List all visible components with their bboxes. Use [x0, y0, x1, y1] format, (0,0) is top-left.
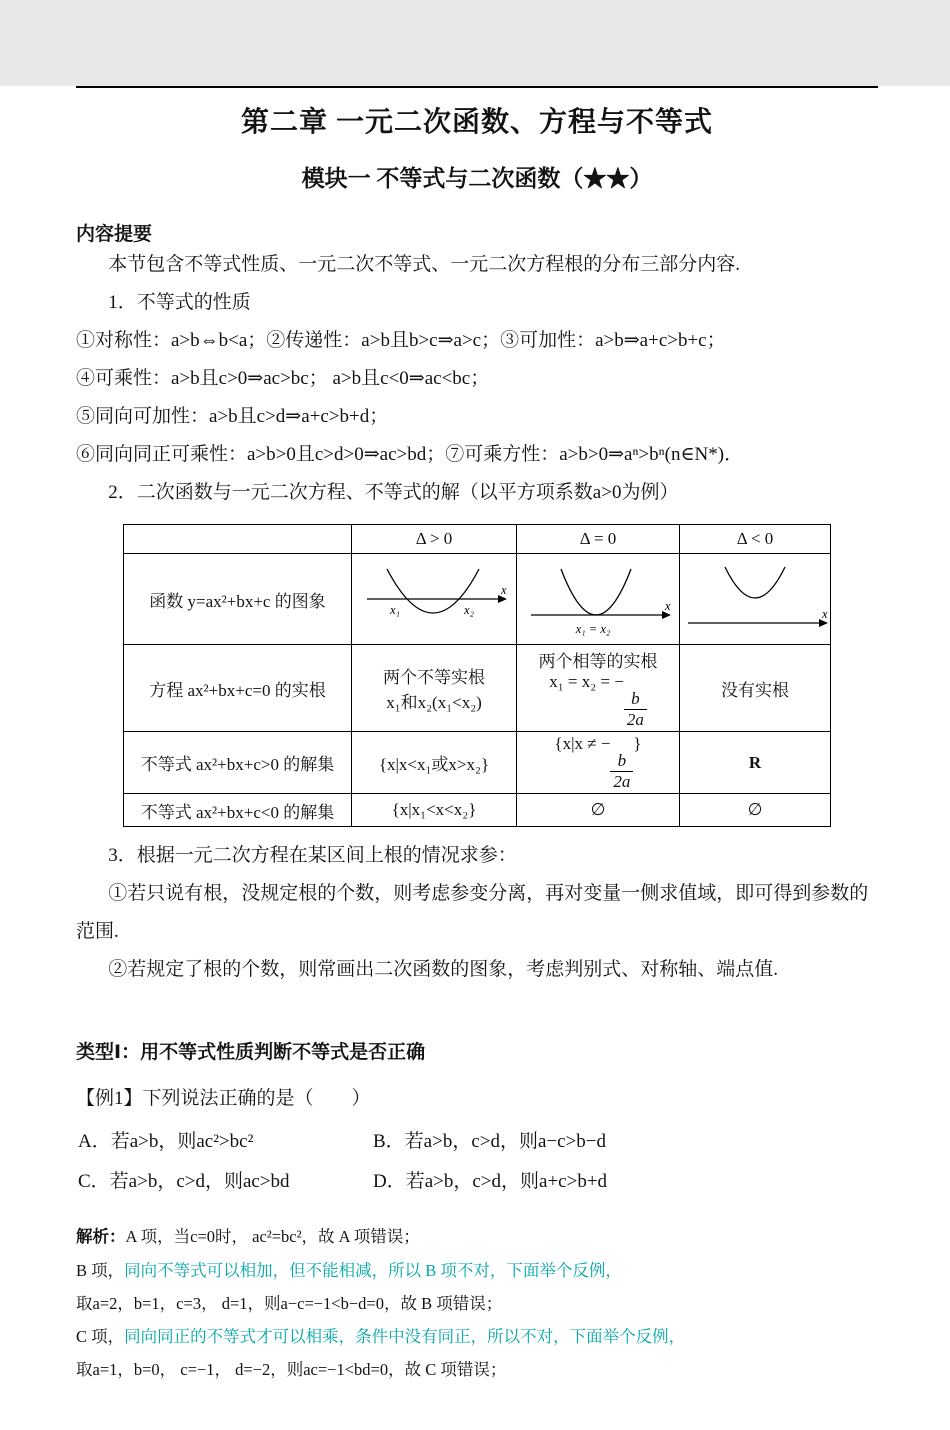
note-paragraph-2: ②若规定了根的个数，则常画出二次函数的图象，考虑判别式、对称轴、端点值.: [108, 959, 779, 981]
cell-gt-no-root: R: [680, 732, 831, 794]
example-title: 【例1】下列说法正确的是（ ）: [76, 1088, 371, 1110]
table-header-delta-neg: Δ < 0: [680, 525, 831, 554]
x-axis-label: x: [501, 583, 507, 597]
type-section-heading: 类型Ⅰ：用不等式性质判断不等式是否正确: [76, 1042, 426, 1064]
parabola-one-root-graph: [523, 557, 673, 641]
analysis-line-3: 取a=2，b=1，c=3， d=1，则a−c=−1<b−d=0，故 B 项错误；: [76, 1294, 503, 1314]
fraction-b-over-2a: $\frac{b}{2a}$: [624, 689, 647, 729]
table-row-gt-solution: [124, 732, 831, 794]
table-row-lt-solution: [124, 794, 831, 827]
analysis-line-2-comment: 同向不等式可以相加，但不能相减，所以 B 项不对，下面举个反例，: [124, 1261, 622, 1281]
analysis-line-4-comment: 同向同正的不等式才可以相乘，条件中没有同正，所以不对，下面举个反例，: [124, 1327, 686, 1347]
analysis-line-1: [76, 1220, 878, 1254]
table-row-graph: [124, 554, 831, 645]
parabola-no-root-graph: [680, 557, 830, 641]
list-item-properties: 1．不等式的性质: [108, 292, 251, 313]
gt-set-suffix: }: [633, 734, 642, 754]
roots-equal-line2: [523, 672, 673, 729]
cell-lt-one-root: ∅: [517, 794, 680, 827]
row-label-graph: 函数 y=ax²+bx+c 的图象: [124, 554, 352, 645]
analysis-line-2: [76, 1254, 878, 1287]
option-a: A．若a>b，则ac²>bc²: [78, 1131, 254, 1153]
analysis-line-4-prefix: C 项，: [76, 1327, 125, 1347]
row-label-lt: 不等式 ax²+bx+c<0 的解集: [124, 794, 352, 827]
analysis-line-1-text: A 项，当c=0时， ac²=bc²，故 A 项错误；: [125, 1227, 420, 1247]
cell-lt-two-roots: {x|x₁<x<x₂}: [352, 794, 517, 827]
list-item-interval-roots: 3．根据一元二次方程在某区间上根的情况求参：: [108, 845, 517, 867]
analysis-label: 解析：: [76, 1228, 126, 1247]
cell-gt-two-roots: {x|x<x₁或x>x₂}: [352, 732, 517, 794]
roots-equal-line1: 两个相等的实根: [538, 652, 658, 671]
roots-two-line1: 两个不等实根: [383, 668, 485, 688]
table-row-roots: [124, 645, 831, 732]
property-line-3: ⑤同向可加性：a>b且c>d⇒a+c>b+d；: [76, 406, 389, 427]
summary-heading: 内容提要: [76, 224, 153, 245]
cell-graph-no-root: [680, 554, 831, 645]
note-paragraph-1: ①若只说有根，没规定根的个数，则考虑参变分离，再对变量一侧求值域，即可得到参数的范围.: [76, 883, 869, 943]
module-subtitle: 模块一 不等式与二次函数（★★）: [301, 166, 653, 191]
analysis-line-4: [76, 1320, 878, 1353]
chapter-title: 第二章 一元二次函数、方程与不等式: [240, 107, 713, 138]
cell-roots-equal: [517, 645, 680, 732]
example-options: [76, 1122, 878, 1202]
row-label-roots: 方程 ax²+bx+c=0 的实根: [124, 645, 352, 732]
property-line-4: ⑥同向同正可乘性：a>b>0且c>d>0⇒ac>bd；⑦可乘方性：a>b>0⇒aⁿ>bⁿ(n∈N*)．: [76, 444, 744, 465]
cell-graph-one-root: [517, 554, 680, 645]
x-axis-label: x: [822, 607, 828, 621]
option-c: C．若a>b，c>d，则ac>bd: [78, 1171, 290, 1193]
option-b: B．若a>b，c>d，则a−c>b−d: [373, 1131, 606, 1153]
double-root-label: x₁ = x₂: [575, 622, 611, 636]
root1-label: x₁: [390, 603, 400, 617]
roots-two-line2: x₁和x₂(x₁<x₂): [386, 693, 482, 713]
summary-intro: 本节包含不等式性质、一元二次不等式、一元二次方程根的分布三部分内容.: [108, 254, 741, 275]
row-label-gt: 不等式 ax²+bx+c>0 的解集: [124, 732, 352, 794]
fraction-b-over-2a: $\frac{b}{2a}$: [610, 751, 633, 791]
cell-roots-none: 没有实根: [680, 645, 831, 732]
list-item-quadratic: 2．二次函数与一元二次方程、不等式的解（以平方项系数a>0为例）: [108, 482, 679, 503]
table-header-delta-zero: Δ = 0: [517, 525, 680, 554]
property-line-1: ①对称性：a>b⇔b<a；②传递性：a>b且b>c⇒a>c；③可加性：a>b⇒a+c>b+c；: [76, 330, 726, 351]
cell-gt-one-root: [517, 732, 680, 794]
parabola-curve: [561, 569, 631, 615]
parabola-curve: [725, 567, 785, 598]
table-header-delta-pos: Δ > 0: [352, 525, 517, 554]
gt-set-prefix: {x|x ≠ −: [554, 734, 611, 754]
page-content: [0, 86, 950, 1386]
table-header-row: [124, 525, 831, 554]
analysis-line-5: 取a=1，b=0， c=−1， d=−2，则ac=−1<bd=0，故 C 项错误；: [76, 1360, 507, 1380]
roots-equal-prefix: x₁ = x₂ = −: [549, 672, 624, 691]
analysis-section: [76, 1220, 878, 1386]
analysis-line-2-prefix: B 项，: [76, 1261, 125, 1281]
cell-graph-two-roots: [352, 554, 517, 645]
document-page: [0, 86, 950, 1430]
option-d: D．若a>b，c>d，则a+c>b+d: [373, 1171, 608, 1193]
cell-lt-no-root: ∅: [680, 794, 831, 827]
x-axis-label: x: [665, 599, 671, 613]
property-line-2: ④可乘性：a>b且c>0⇒ac>bc； a>b且c<0⇒ac<bc；: [76, 368, 490, 389]
cell-roots-two: [352, 645, 517, 732]
header-rule: [76, 86, 878, 88]
table-corner-cell: [124, 525, 352, 554]
root2-label: x₂: [464, 603, 474, 617]
parabola-two-roots-graph: [359, 557, 509, 641]
quadratic-solution-table: [123, 524, 831, 827]
